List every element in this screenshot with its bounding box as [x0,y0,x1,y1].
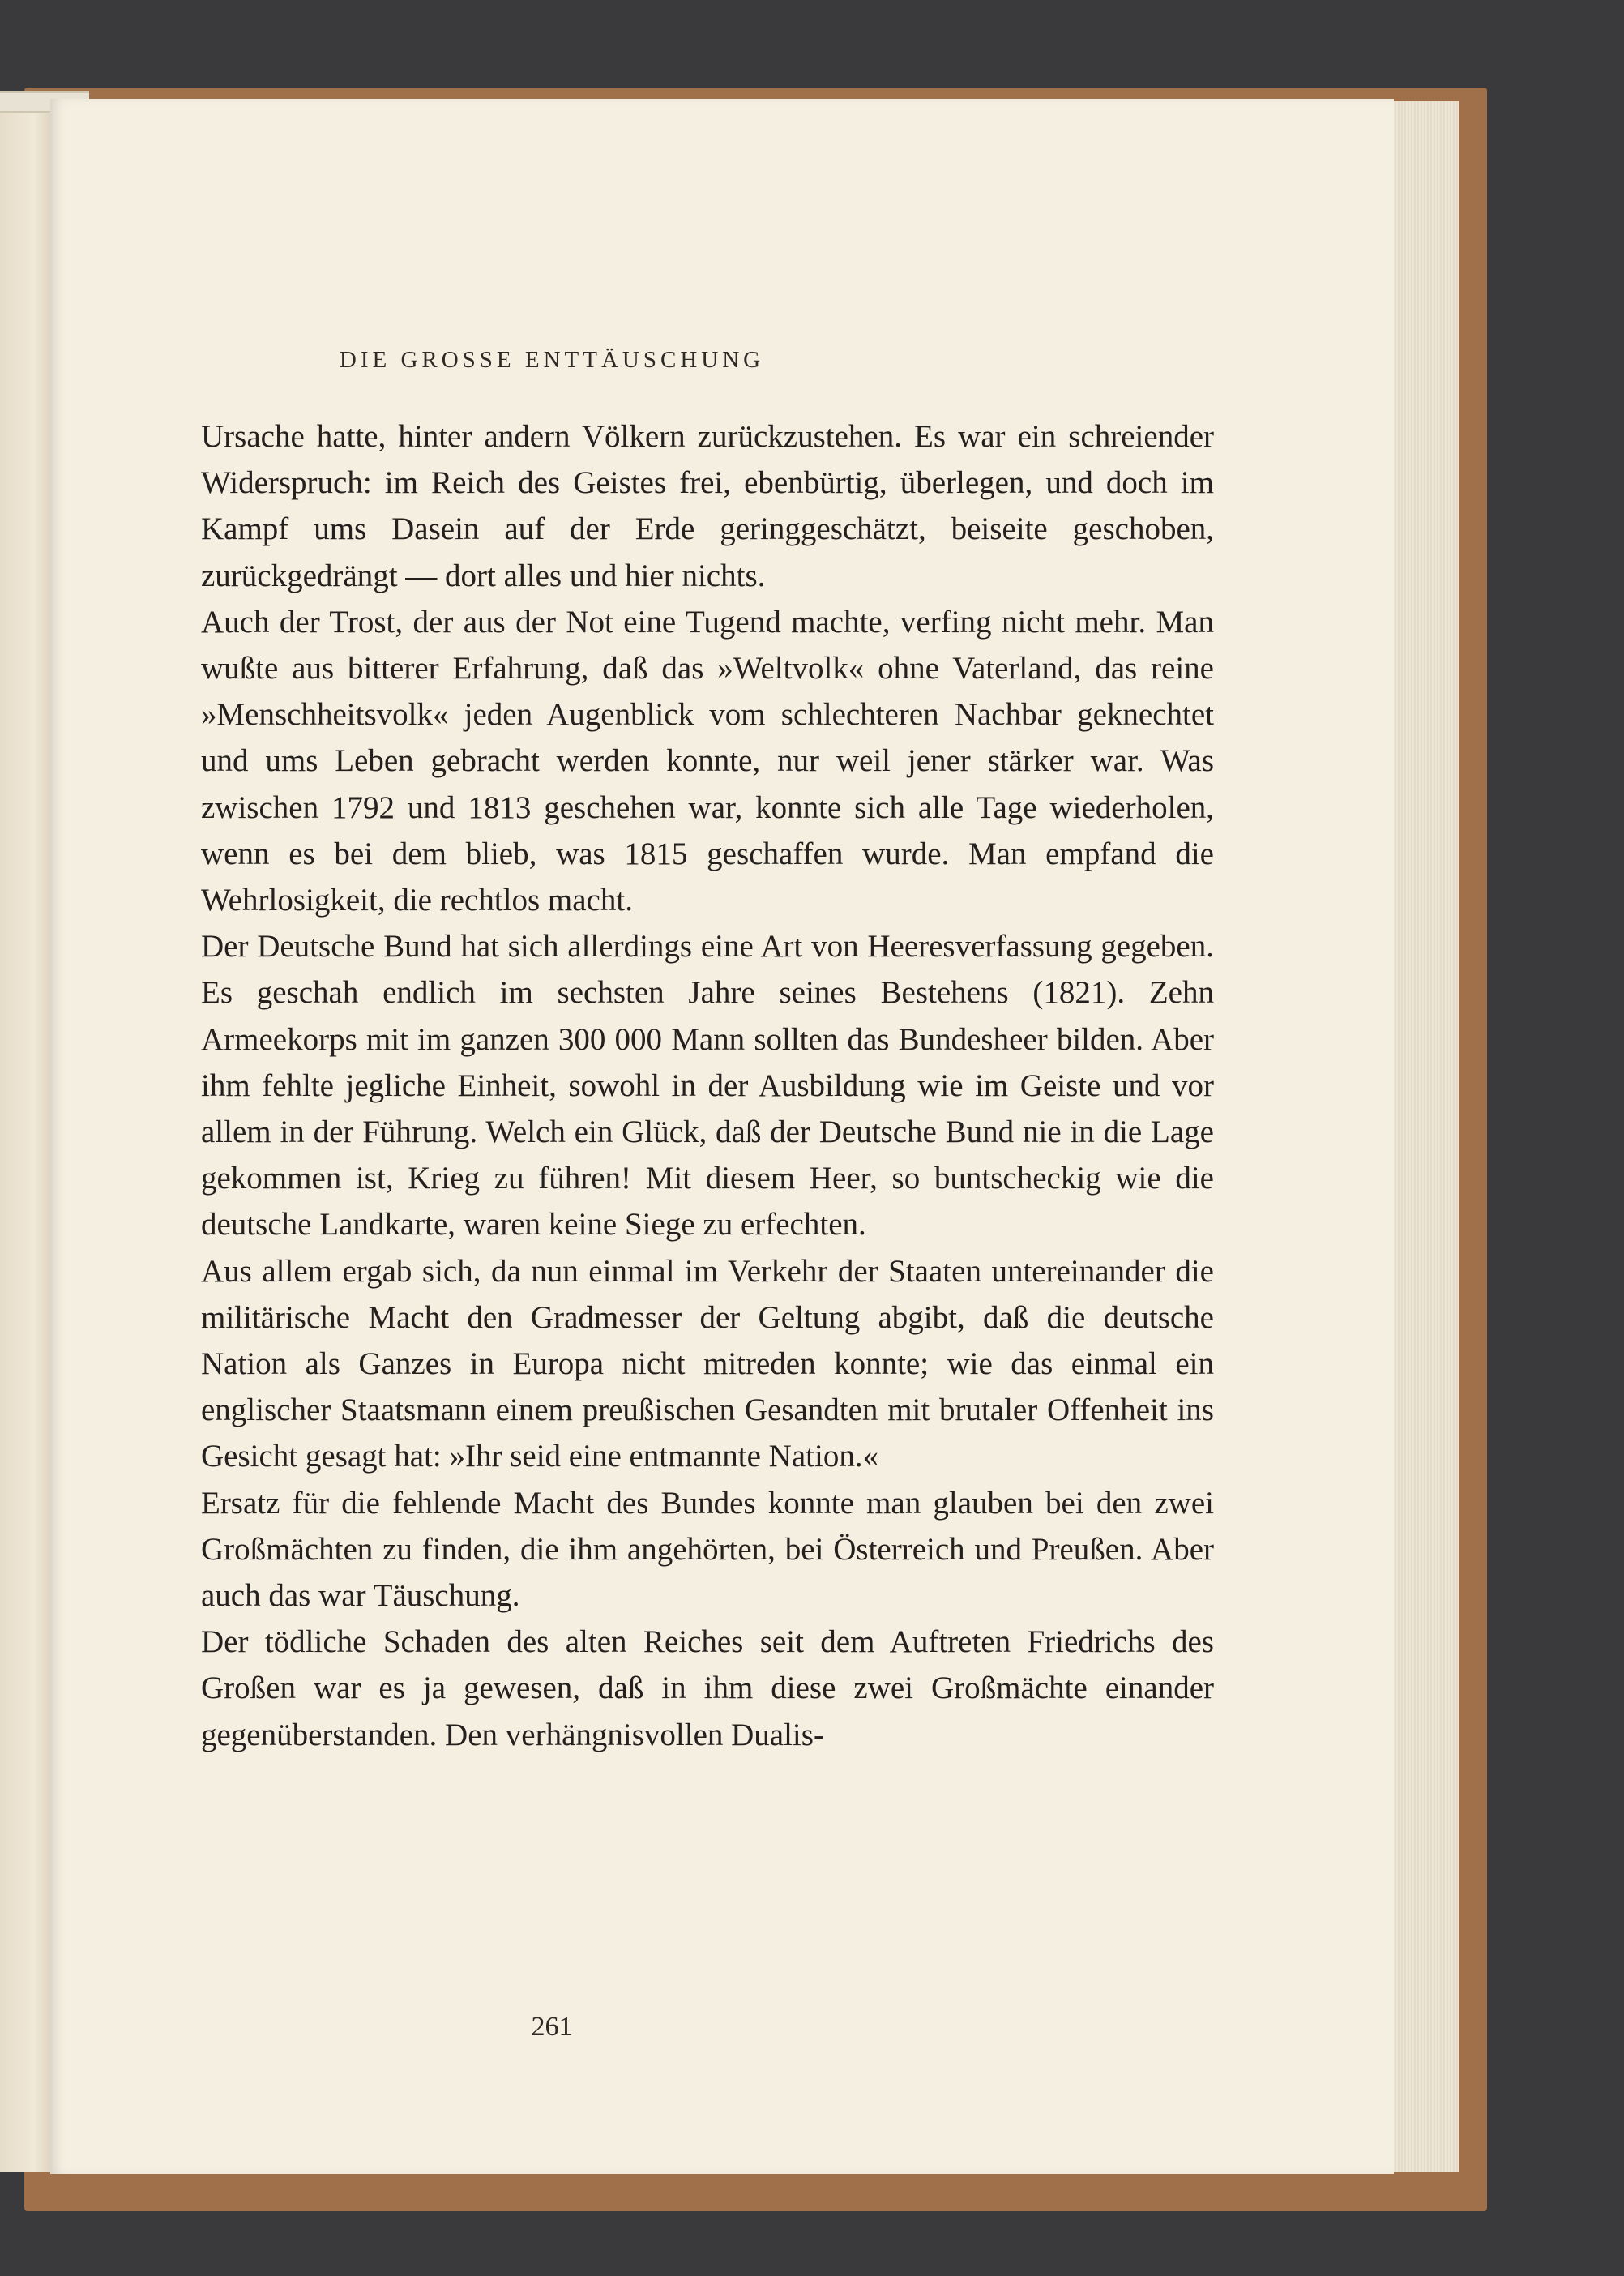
paragraph: Der Deutsche Bund hat sich allerdings eine Art von Heeresverfassung gegeben. Es geschah endlich im sechsten Jahre seines Bestehens (1821). Zehn Armeekorps mit im ganzen 300 000 Mann sollten das Bundesheer bilden. Aber ihm fehlte jegliche Einheit, sowohl in der Ausbildung wie im Geiste und vor allem in der Führung. Welch ein Glück, daß der Deutsche Bund nie in die Lage gekommen ist, Krieg zu führen! Mit diesem Heer, so buntscheckig wie die deutsche Landkarte, waren keine Siege zu erfechten. [201,929,1214,1243]
page-number: 261 [531,2012,573,2042]
paragraph: Auch der Trost, der aus der Not eine Tugend machte, verfing nicht mehr. Man wußte aus bitterer Erfahrung, daß das »Weltvolk« ohne Vaterland, das reine »Menschheitsvolk« jeden Augenblick vom schlechteren Nachbar geknechtet und ums Leben gebracht werden konnte, nur weil jener stärker war. Was zwischen 1792 und 1813 geschehen war, konnte sich alle Tage wiederholen, wenn es bei dem blieb, was 1815 geschaffen wurde. Man empfand die Wehrlosigkeit, die rechtlos macht. [201,604,1214,918]
book-page [50,99,1394,2174]
paragraph: Ersatz für die fehlende Macht des Bundes konnte man glauben bei den zwei Großmächten zu finden, die ihm angehörten, bei Österreich und Preußen. Aber auch das war Täuschung. [201,1485,1214,1614]
page-body [201,413,1214,1758]
paragraph: Der tödliche Schaden des alten Reiches seit dem Auftreten Friedrichs des Großen war es ja gewesen, daß in ihm diese zwei Großmächte einander gegenüberstanden. Den verhängnisvollen Dualis- [201,1624,1214,1752]
running-header: DIE GROSSE ENTTÄUSCHUNG [339,347,765,373]
paragraph: Ursache hatte, hinter andern Völkern zurückzustehen. Es war ein schreiender Widerspruch: im Reich des Geistes frei, ebenbürtig, überlegen, und doch im Kampf ums Dasein auf der Erde geringgeschätzt, beiseite geschoben, zurückgedrängt — dort alles und hier nichts. [201,419,1214,593]
left-page-edge [0,97,57,2172]
paragraph: Aus allem ergab sich, da nun einmal im Verkehr der Staaten untereinander die militärische Macht den Gradmesser der Geltung abgibt, daß die deutsche Nation als Ganzes in Europa nicht mitreden konnte; wie das einmal ein englischer Staatsmann einem preußischen Gesandten mit brutaler Offenheit ins Gesicht gesagt hat: »Ihr seid eine entmannte Nation.« [201,1253,1214,1474]
